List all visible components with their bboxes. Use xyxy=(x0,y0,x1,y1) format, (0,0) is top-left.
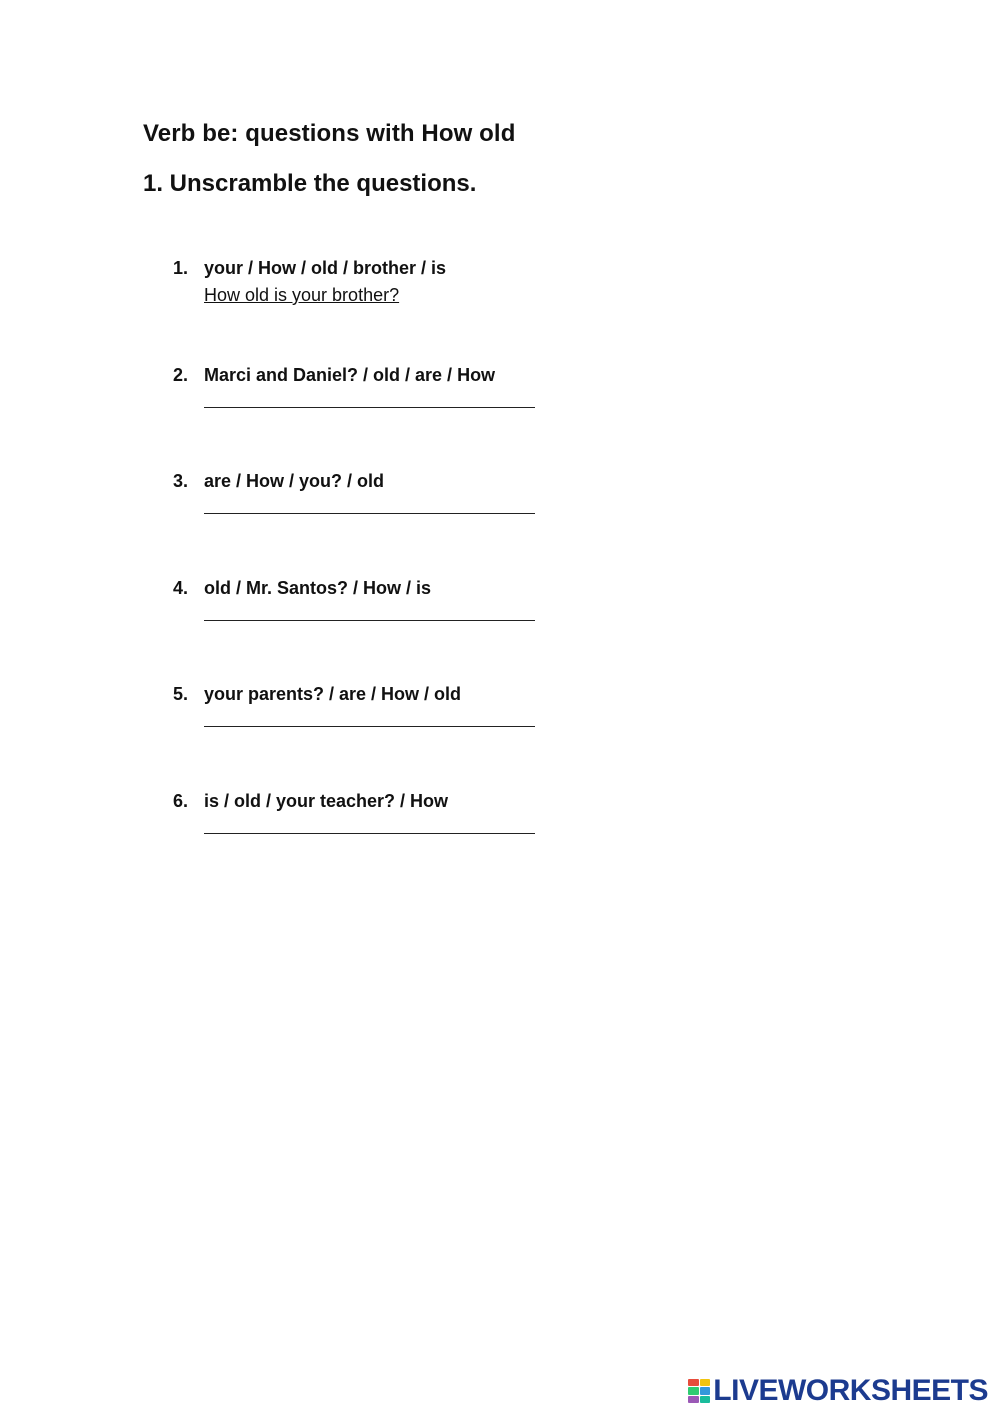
section-title: 1. Unscramble the questions. xyxy=(143,170,477,197)
logo-tile xyxy=(688,1387,699,1394)
question-prompt: Marci and Daniel? / old / are / How xyxy=(204,365,496,385)
question-item xyxy=(173,578,593,634)
answer-line[interactable] xyxy=(204,726,535,727)
question-number: 2. xyxy=(173,365,189,385)
question-item xyxy=(173,471,593,527)
liveworksheets-logo xyxy=(688,1374,988,1408)
logo-tile xyxy=(688,1396,699,1403)
question-prompt: are / How / you? / old xyxy=(204,471,385,491)
question-number: 5. xyxy=(173,684,189,704)
question-item xyxy=(173,258,593,314)
question-prompt: is / old / your teacher? / How xyxy=(204,791,449,811)
question-number: 1. xyxy=(173,258,189,278)
question-number: 3. xyxy=(173,471,189,491)
question-prompt: your / How / old / brother / is xyxy=(204,258,447,278)
answer-line[interactable] xyxy=(204,407,535,408)
liveworksheets-logo-icon xyxy=(688,1379,710,1403)
question-prompt: your parents? / are / How / old xyxy=(204,684,462,704)
question-item xyxy=(173,791,593,847)
question-prompt: old / Mr. Santos? / How / is xyxy=(204,578,432,598)
question-number: 4. xyxy=(173,578,189,598)
question-answer[interactable]: How old is your brother? xyxy=(204,285,400,305)
brand-text: LIVEWORKSHEETS xyxy=(713,1374,988,1407)
answer-line[interactable] xyxy=(204,833,535,834)
logo-tile xyxy=(700,1396,711,1403)
answer-line[interactable] xyxy=(204,513,535,514)
question-number: 6. xyxy=(173,791,189,811)
answer-line[interactable] xyxy=(204,620,535,621)
logo-tile xyxy=(700,1387,711,1394)
question-item xyxy=(173,365,593,421)
question-item xyxy=(173,684,593,740)
logo-tile xyxy=(700,1379,711,1386)
logo-tile xyxy=(688,1379,699,1386)
page-title: Verb be: questions with How old xyxy=(143,120,516,147)
